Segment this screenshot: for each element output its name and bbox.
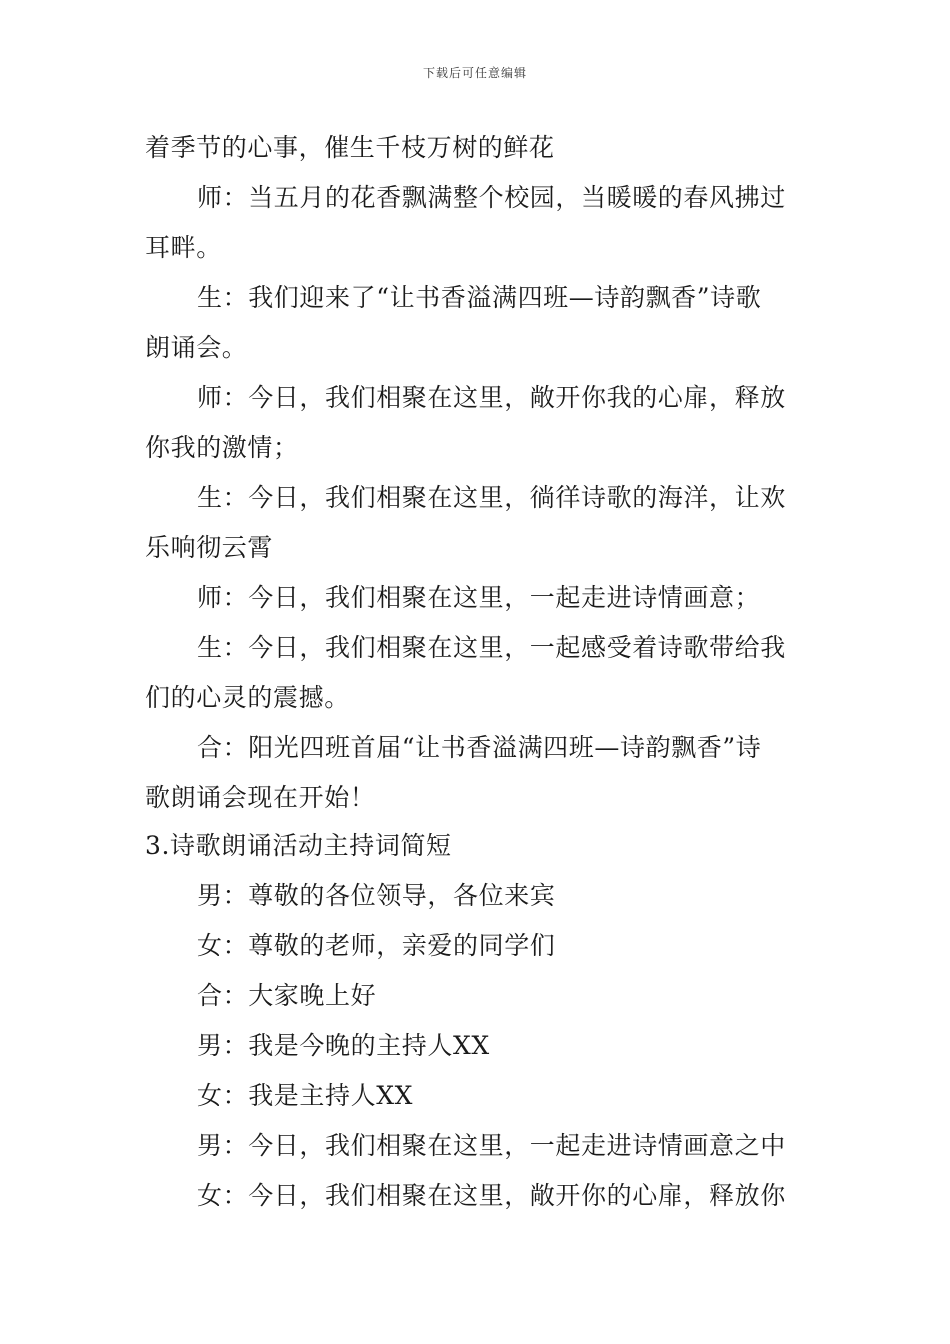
body-line: 女：今日，我们相聚在这里，敞开你的心扉，释放你	[197, 1181, 786, 1210]
body-line: 师：今日，我们相聚在这里，敞开你我的心扉，释放	[197, 383, 786, 412]
body-line: 生：我们迎来了“让书香溢满四班—诗韵飘香”诗歌	[197, 283, 762, 312]
body-line: 着季节的心事，催生千枝万树的鲜花	[145, 133, 555, 162]
body-line: 合：大家晚上好	[197, 981, 377, 1010]
body-line: 师：今日，我们相聚在这里，一起走进诗情画意；	[197, 583, 761, 612]
body-line: 生：今日，我们相聚在这里，徜徉诗歌的海洋，让欢	[197, 483, 786, 512]
body-line: 歌朗诵会现在开始！	[145, 783, 376, 812]
body-line: 乐响彻云霄	[145, 533, 274, 562]
page-header: 下载后可任意编辑	[422, 66, 527, 80]
body-line: 男：我是今晚的主持人XX	[197, 1031, 490, 1060]
body-line: 合：阳光四班首届“让书香溢满四班—诗韵飘香”诗	[197, 733, 762, 762]
body-line: 男：尊敬的各位领导，各位来宾	[197, 881, 556, 910]
body-line: 耳畔。	[145, 233, 222, 262]
body-line: 们的心灵的震撼。	[145, 683, 350, 712]
body-line: 师：当五月的花香飘满整个校园，当暖暖的春风拂过	[197, 183, 786, 212]
section-heading: 3.诗歌朗诵活动主持词简短	[145, 831, 452, 860]
body-line: 男：今日，我们相聚在这里，一起走进诗情画意之中	[197, 1131, 786, 1160]
body-line: 女：尊敬的老师，亲爱的同学们	[197, 931, 556, 960]
body-line: 朗诵会。	[145, 333, 248, 362]
body-line: 生：今日，我们相聚在这里，一起感受着诗歌带给我	[197, 633, 786, 662]
body-line: 女：我是主持人XX	[197, 1081, 413, 1110]
body-line: 你我的激情；	[145, 433, 299, 462]
